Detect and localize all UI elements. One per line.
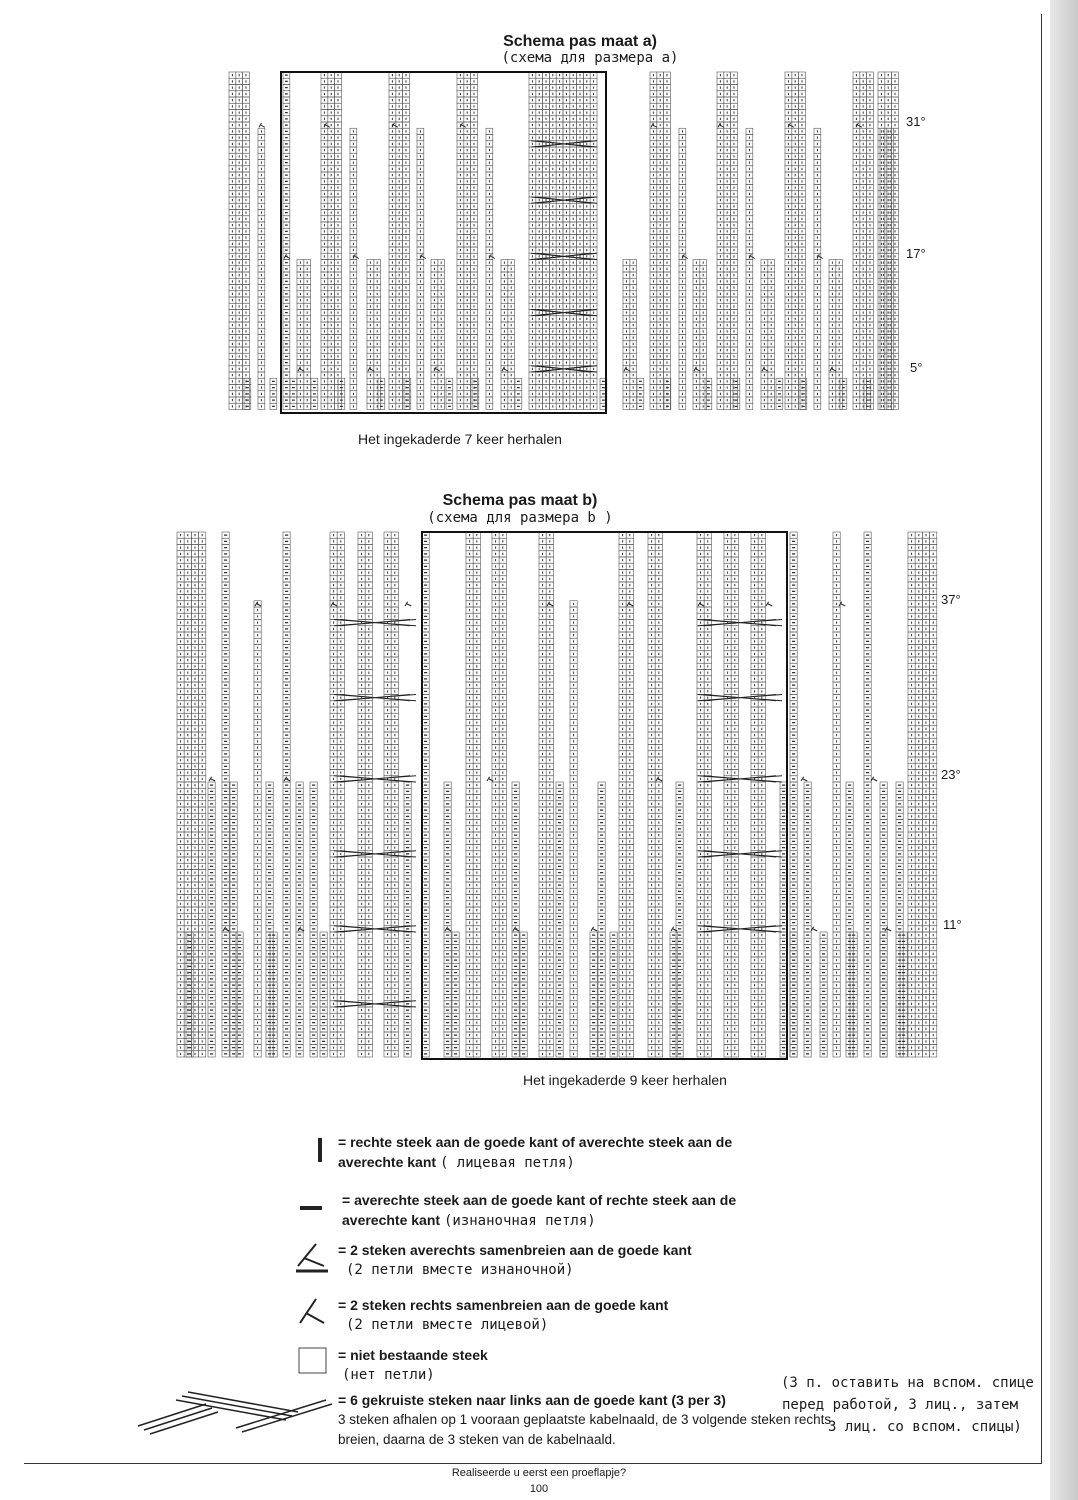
chart-a-title: Schema pas maat a) bbox=[503, 33, 657, 50]
chart-a-subtitle: (схема для размера a) bbox=[501, 50, 679, 66]
